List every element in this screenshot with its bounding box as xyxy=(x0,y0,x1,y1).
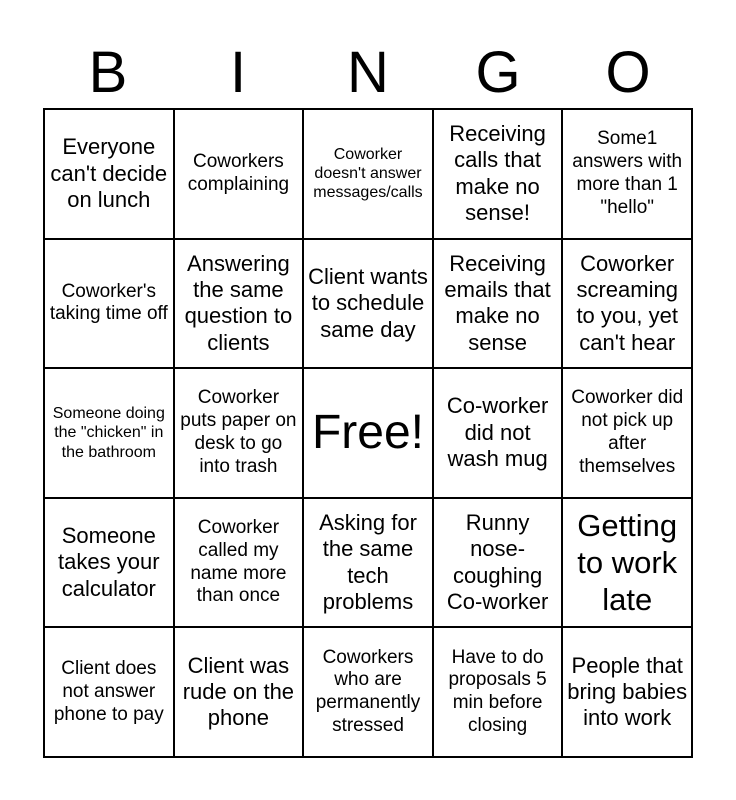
bingo-cell[interactable] xyxy=(562,627,692,757)
cell-text: Client does not answer phone to pay xyxy=(53,658,164,725)
cell-text: Getting to work late xyxy=(577,507,678,618)
bingo-cell[interactable] xyxy=(303,239,433,369)
bingo-cell[interactable] xyxy=(44,498,174,628)
header-letter-i: I xyxy=(229,40,247,105)
cell-text: Some1 answers with more than 1 "hello" xyxy=(572,128,683,218)
bingo-cell[interactable] xyxy=(303,627,433,757)
bingo-cell[interactable] xyxy=(433,368,563,498)
bingo-cell[interactable] xyxy=(433,627,563,757)
bingo-header xyxy=(43,38,693,108)
cell-text: Coworker's taking time off xyxy=(49,280,168,325)
cell-text: Receiving calls that make no sense! xyxy=(449,121,546,226)
cell-text: Runny nose-coughing Co-worker xyxy=(446,509,549,614)
bingo-board xyxy=(43,108,693,758)
bingo-cell[interactable] xyxy=(562,239,692,369)
cell-text: Someone doing the "chicken" in the bathroom xyxy=(52,405,165,461)
cell-text: Coworker called my name more than once xyxy=(190,517,287,607)
bingo-cell[interactable] xyxy=(303,498,433,628)
cell-text: Have to do proposals 5 min before closing xyxy=(448,646,547,736)
cell-text: Coworkers complaining xyxy=(187,151,290,195)
bingo-cell[interactable] xyxy=(174,239,304,369)
cell-text: Coworker puts paper on desk to go into trash xyxy=(180,387,297,477)
cell-text: Everyone can't decide on lunch xyxy=(50,134,168,212)
bingo-cell[interactable] xyxy=(44,239,174,369)
header-letter-b: B xyxy=(88,40,128,105)
bingo-cell[interactable] xyxy=(44,627,174,757)
free-cell[interactable] xyxy=(303,368,433,498)
cell-text: Coworker screaming to you, yet can't hear xyxy=(576,250,678,355)
bingo-cell[interactable] xyxy=(174,498,304,628)
cell-text: Co-worker did not wash mug xyxy=(446,393,549,472)
cell-text: Coworker did not pick up after themselves xyxy=(571,387,684,477)
header-letter-o: O xyxy=(605,40,651,105)
header-letter-n: N xyxy=(347,40,389,105)
cell-text: Receiving emails that make no sense xyxy=(444,250,551,355)
bingo-cell[interactable] xyxy=(174,627,304,757)
cell-text: Client was rude on the phone xyxy=(182,652,295,731)
free-space-label: Free! xyxy=(311,406,424,460)
cell-text: Answering the same question to clients xyxy=(184,250,293,355)
bingo-cell[interactable] xyxy=(174,109,304,239)
bingo-cell[interactable] xyxy=(303,109,433,239)
bingo-cell[interactable] xyxy=(562,498,692,628)
bingo-cell[interactable] xyxy=(433,109,563,239)
header-letter-g: G xyxy=(475,40,521,105)
bingo-cell[interactable] xyxy=(433,239,563,369)
cell-text: Coworkers who are permanently stressed xyxy=(315,646,421,736)
bingo-cell[interactable] xyxy=(44,109,174,239)
bingo-cell[interactable] xyxy=(433,498,563,628)
bingo-cell[interactable] xyxy=(174,368,304,498)
cell-text: Someone takes your calculator xyxy=(58,523,160,601)
cell-text: Coworker doesn't answer messages/calls xyxy=(313,146,423,202)
cell-text: People that bring babies into work xyxy=(567,652,688,731)
cell-text: Client wants to schedule same day xyxy=(308,263,428,342)
bingo-cell[interactable] xyxy=(44,368,174,498)
cell-text: Asking for the same tech problems xyxy=(319,509,417,614)
bingo-cell[interactable] xyxy=(562,109,692,239)
bingo-cell[interactable] xyxy=(562,368,692,498)
